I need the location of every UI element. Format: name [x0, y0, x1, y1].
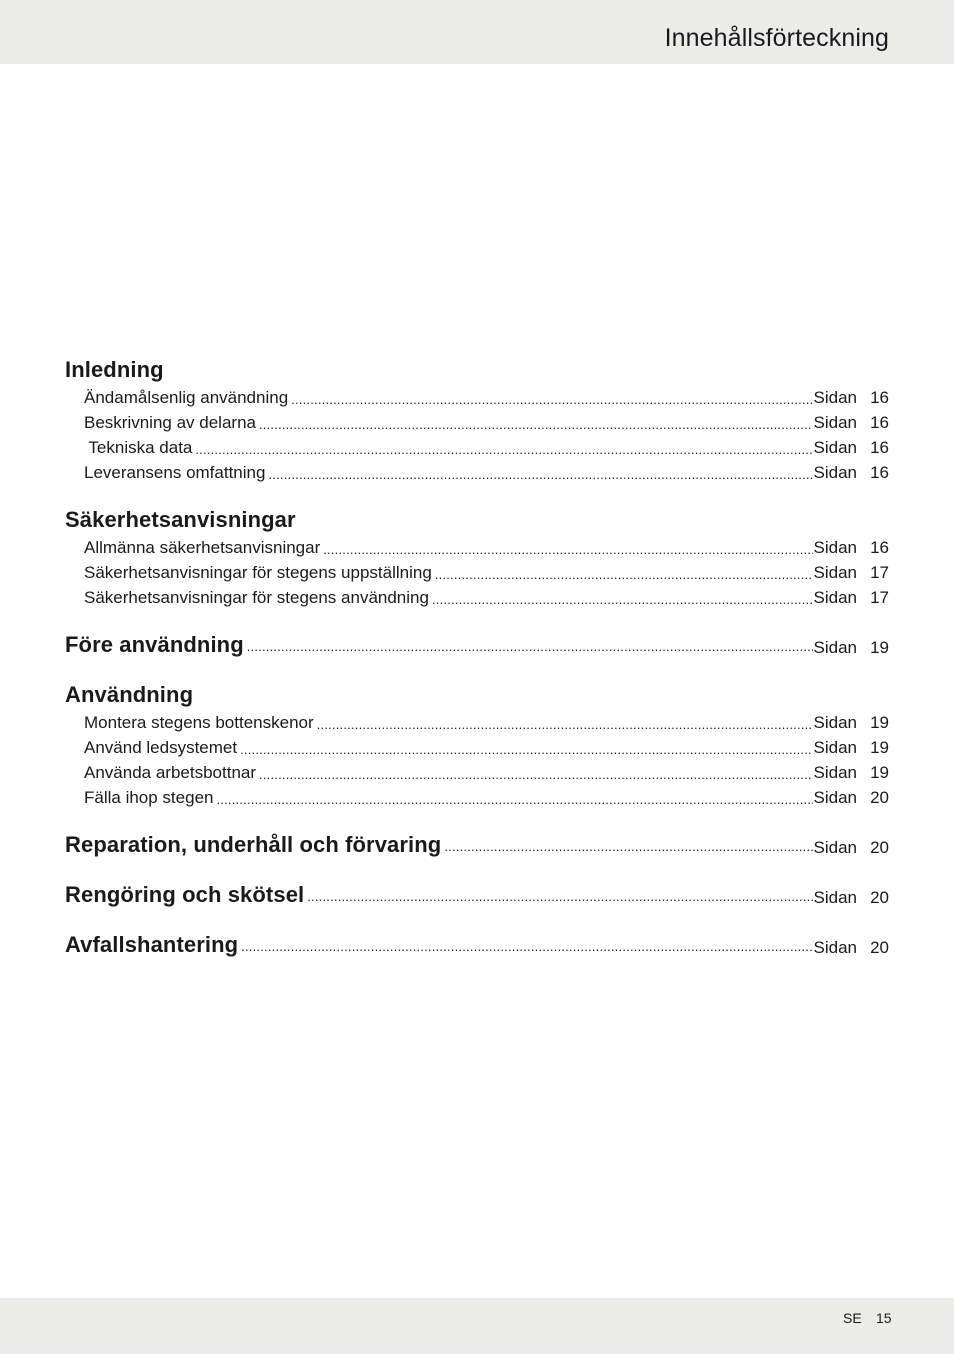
page-word: Sidan: [813, 838, 857, 857]
page-word: Sidan: [813, 563, 857, 582]
page-number: 16: [870, 413, 889, 432]
page-word: Sidan: [813, 938, 857, 957]
page-word: Sidan: [813, 888, 857, 907]
toc-section-title: Avfallshantering: [65, 932, 239, 957]
page-number: 19: [870, 713, 889, 732]
toc-page-ref: [814, 838, 889, 858]
page-number: 20: [870, 888, 889, 907]
page-word: Sidan: [813, 588, 857, 607]
toc-section-anvandning: [65, 680, 889, 808]
section-spacer: [65, 658, 889, 680]
page-word: Sidan: [813, 413, 857, 432]
toc-page-ref: [814, 388, 889, 408]
toc-entry-label: Använd ledsystemet: [84, 738, 238, 757]
dot-leader: [291, 391, 812, 408]
toc-section-inledning: [65, 355, 889, 483]
dot-leader: [323, 541, 812, 558]
toc-section-fore-anvandning: [65, 630, 889, 658]
toc-page-ref: [814, 463, 889, 483]
dot-leader: [247, 638, 813, 655]
dot-leader: [216, 791, 812, 808]
page-number: 20: [870, 788, 889, 807]
toc-entry[interactable]: [65, 708, 889, 733]
dot-leader: [268, 466, 812, 483]
dot-leader: [240, 741, 812, 758]
page-number: 17: [870, 563, 889, 582]
toc-page-ref: [814, 638, 889, 658]
toc-page-ref: [814, 763, 889, 783]
toc-section-title: Inledning: [65, 357, 164, 382]
dot-leader: [435, 566, 813, 583]
toc-page-ref: [814, 588, 889, 608]
toc-entry-label: Säkerhetsanvisningar för stegens uppställning: [84, 563, 432, 582]
toc-page-ref: [814, 938, 889, 958]
toc-section-rengoring: [65, 880, 889, 908]
toc-section-reparation: [65, 830, 889, 858]
toc-entry-label: Använda arbetsbottnar: [84, 763, 257, 782]
toc-entry-label: Leveransens omfattning: [84, 463, 266, 482]
page-word: Sidan: [813, 738, 857, 757]
toc-entry[interactable]: [65, 408, 889, 433]
toc-entry-label: Allmänna säkerhetsanvisningar: [84, 538, 321, 557]
toc-section-heading[interactable]: [65, 505, 889, 533]
page-word: Sidan: [813, 463, 857, 482]
dot-leader: [307, 888, 812, 905]
toc-section-heading[interactable]: [65, 630, 889, 658]
section-spacer: [65, 908, 889, 930]
toc-page-ref: [814, 788, 889, 808]
toc-section-title: Användning: [65, 682, 194, 707]
toc-page-ref: [814, 888, 889, 908]
toc-entry[interactable]: [65, 558, 889, 583]
page-number: 16: [870, 438, 889, 457]
toc-page-ref: [814, 413, 889, 433]
page-word: Sidan: [813, 713, 857, 732]
toc-page-ref: [814, 563, 889, 583]
toc-page-ref: [814, 713, 889, 733]
toc-entry-label: Ändamålsenlig användning: [84, 388, 289, 407]
dot-leader: [432, 591, 813, 608]
toc-section-heading[interactable]: [65, 355, 889, 383]
page-number: 16: [870, 538, 889, 557]
page-number: 19: [870, 738, 889, 757]
toc-entry-label: Tekniska data: [84, 438, 193, 457]
dot-leader: [195, 441, 812, 458]
table-of-contents: [65, 355, 889, 958]
toc-entry-label: Säkerhetsanvisningar för stegens användning: [84, 588, 429, 607]
toc-section-title: Säkerhetsanvisningar: [65, 507, 296, 532]
toc-section-title: Reparation, underhåll och förvaring: [65, 832, 442, 857]
page-number: 17: [870, 588, 889, 607]
toc-entry-label: Montera stegens bottenskenor: [84, 713, 314, 732]
dot-leader: [317, 716, 813, 733]
toc-section-title: Före användning: [65, 632, 244, 657]
toc-entry[interactable]: [65, 433, 889, 458]
toc-entry[interactable]: [65, 383, 889, 408]
section-spacer: [65, 608, 889, 630]
toc-page-ref: [814, 738, 889, 758]
page-word: Sidan: [813, 538, 857, 557]
page-number: 16: [870, 463, 889, 482]
page-number: 20: [870, 838, 889, 857]
toc-page-ref: [814, 538, 889, 558]
page-word: Sidan: [813, 438, 857, 457]
toc-entry[interactable]: [65, 583, 889, 608]
toc-entry-label: Fälla ihop stegen: [84, 788, 214, 807]
dot-leader: [444, 838, 812, 855]
page-title: Innehållsförteckning: [664, 24, 889, 52]
language-code: SE: [843, 1310, 862, 1326]
dot-leader: [259, 416, 813, 433]
toc-entry[interactable]: [65, 783, 889, 808]
page-word: Sidan: [813, 638, 857, 657]
dot-leader: [259, 766, 813, 783]
dot-leader: [241, 938, 812, 955]
page-word: Sidan: [813, 788, 857, 807]
toc-section-heading[interactable]: [65, 930, 889, 958]
toc-entry[interactable]: [65, 733, 889, 758]
toc-section-heading[interactable]: [65, 680, 889, 708]
page-number: 16: [870, 388, 889, 407]
page-number: 20: [870, 938, 889, 957]
toc-section-sakerhetsanvisningar: [65, 505, 889, 608]
page-number: 19: [870, 638, 889, 657]
toc-entry-label: Beskrivning av delarna: [84, 413, 256, 432]
toc-section-heading[interactable]: [65, 880, 889, 908]
footer-band: [0, 1298, 954, 1354]
page-word: Sidan: [813, 388, 857, 407]
toc-section-title: Rengöring och skötsel: [65, 882, 305, 907]
toc-page-ref: [814, 438, 889, 458]
toc-entry[interactable]: [65, 458, 889, 483]
toc-section-heading[interactable]: [65, 830, 889, 858]
toc-entry[interactable]: [65, 758, 889, 783]
section-spacer: [65, 858, 889, 880]
toc-section-avfallshantering: [65, 930, 889, 958]
page-number-footer: 15: [876, 1310, 892, 1326]
toc-entry[interactable]: [65, 533, 889, 558]
page-word: Sidan: [813, 763, 857, 782]
section-spacer: [65, 808, 889, 830]
page-number: 19: [870, 763, 889, 782]
section-spacer: [65, 483, 889, 505]
